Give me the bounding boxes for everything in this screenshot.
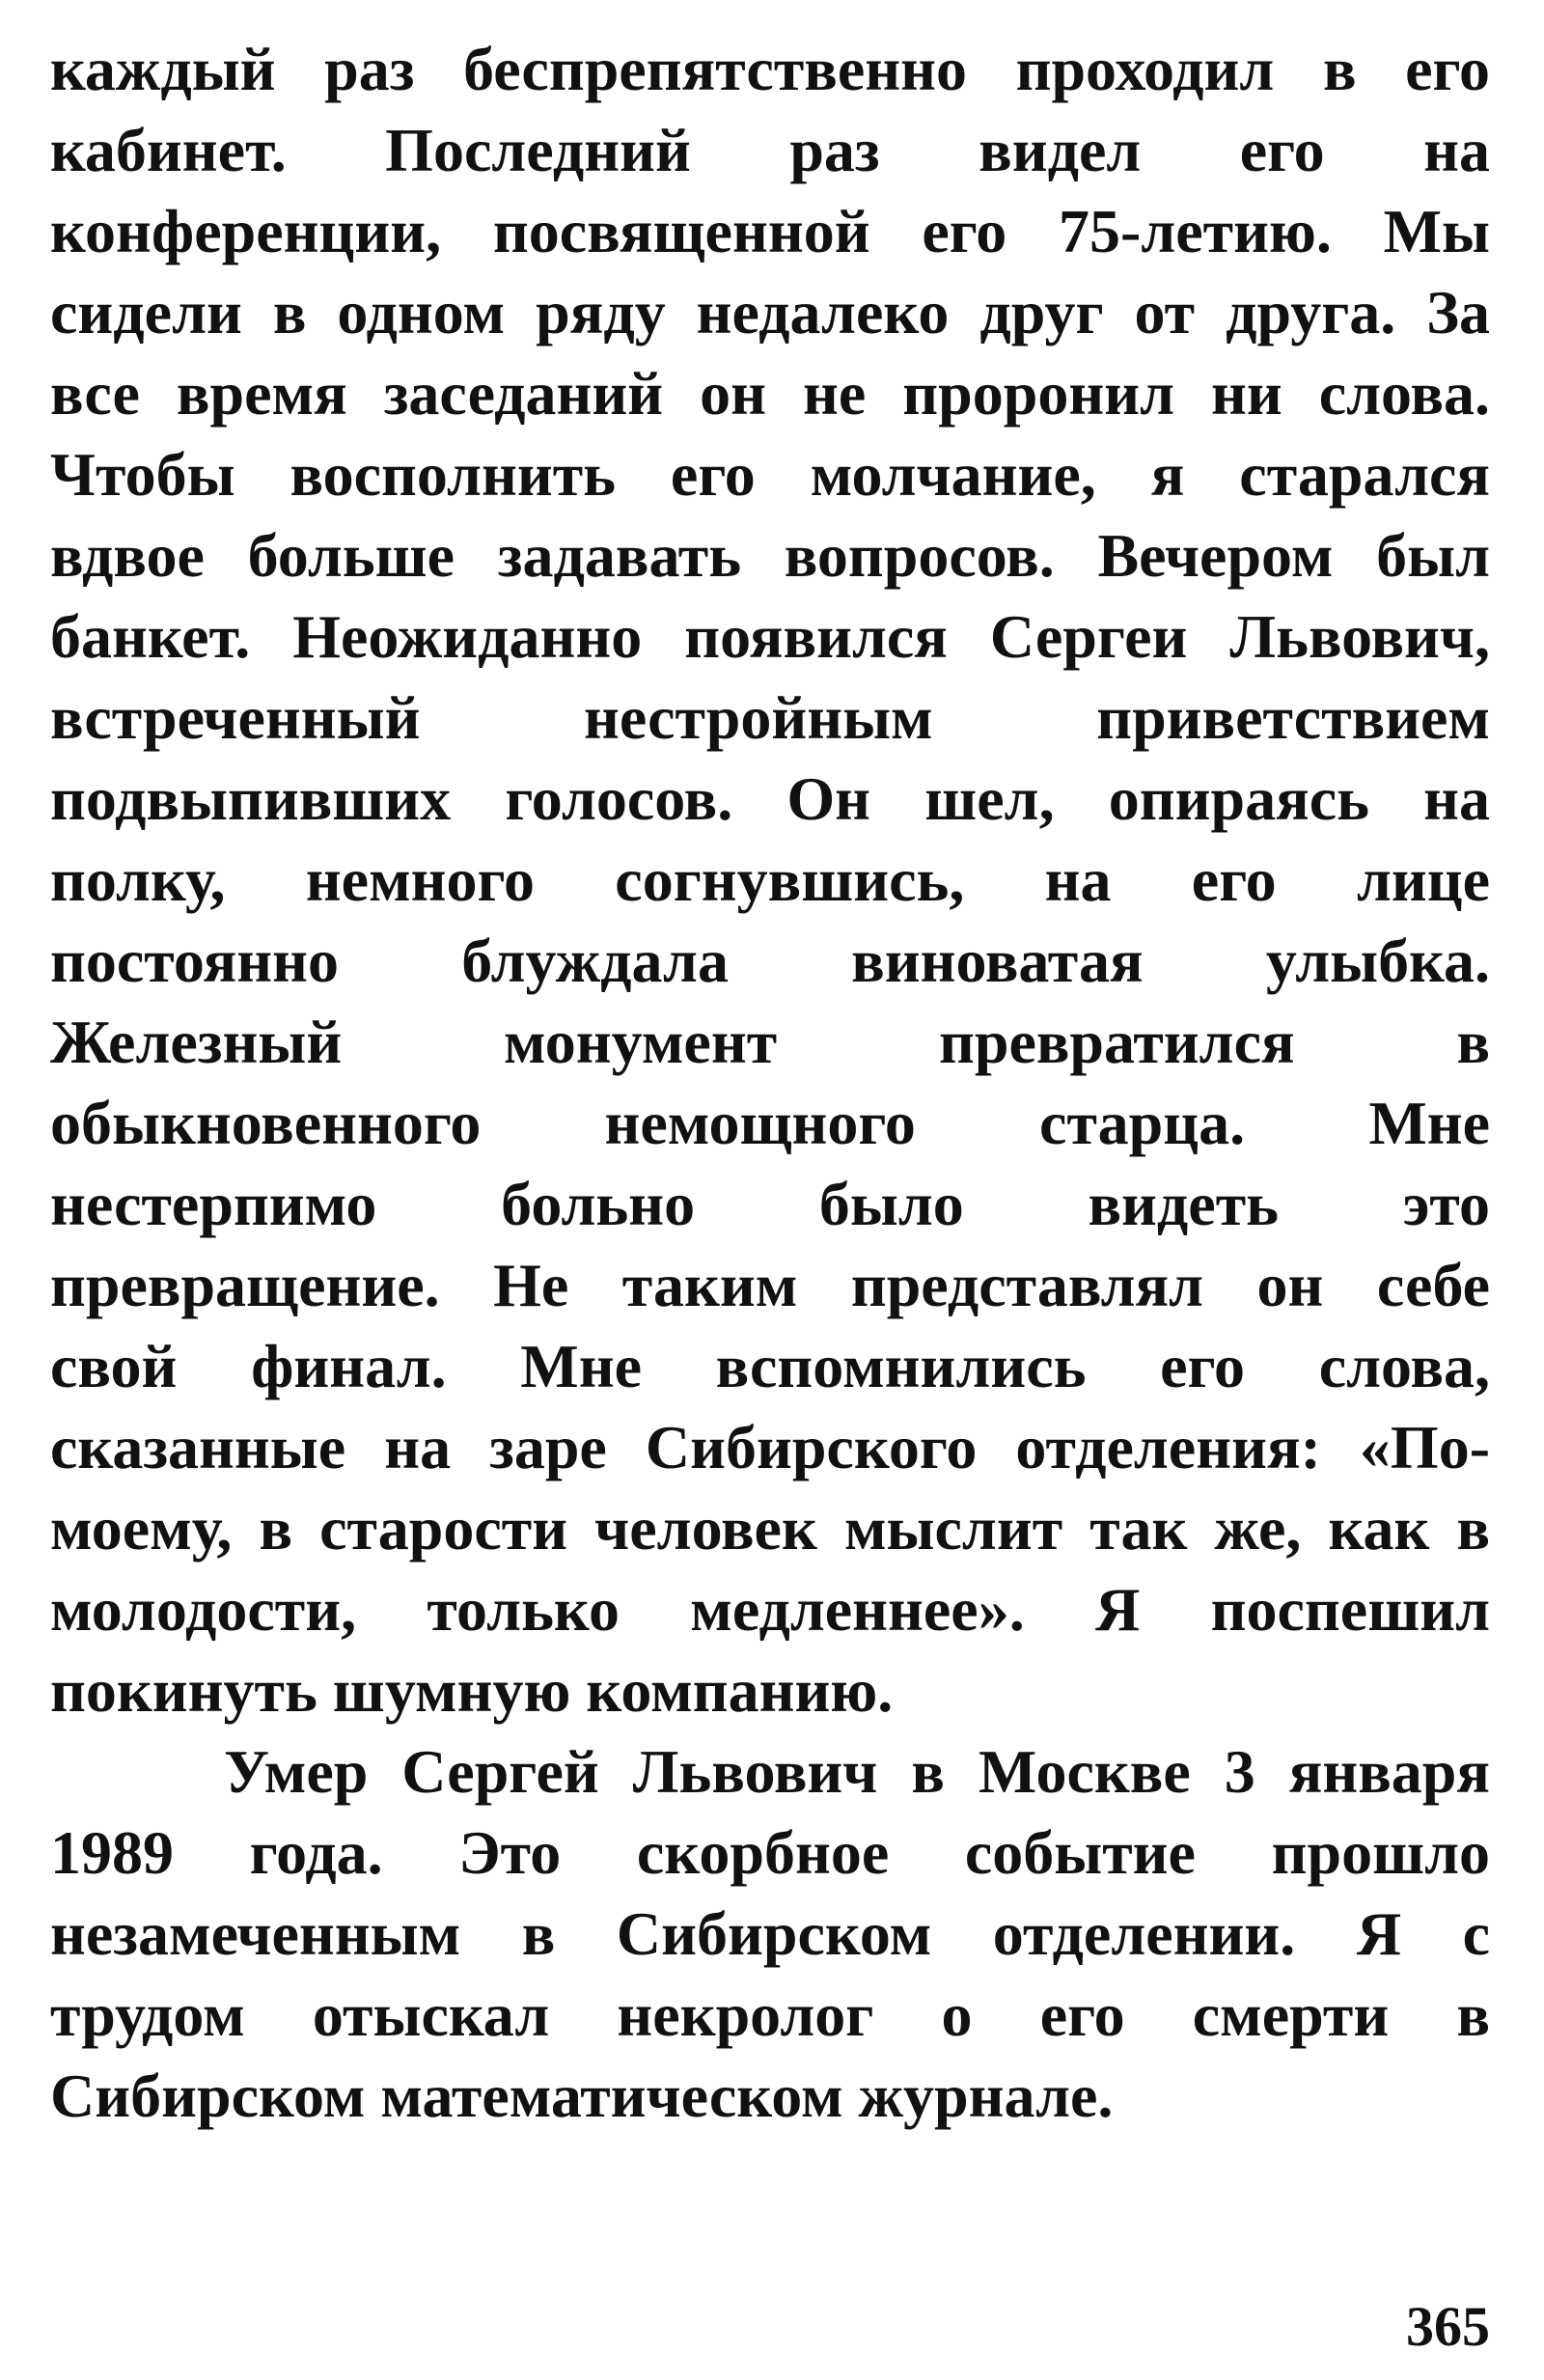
text-line: постоянно блуждала виноватая улыбка.	[50, 927, 1490, 995]
text-line: полку, немного согнувшись, на его лице	[50, 845, 1490, 914]
text-line: все время заседаний он не проронил ни слова.	[50, 359, 1490, 428]
text-line: обыкновенного немощного старца. Мне	[50, 1089, 1490, 1157]
text-line: Железный монумент превратился в	[50, 1008, 1490, 1076]
text-line: незамеченным в Сибирском отделении. Я с	[50, 1899, 1490, 1968]
text-line: Умер Сергей Львович в Москве 3 января	[224, 1737, 1490, 1806]
paragraph-1	[50, 29, 1490, 1731]
text-line: Чтобы восполнить его молчание, я старался	[50, 440, 1490, 509]
text-line: 1989 года. Это скорбное событие прошло	[50, 1818, 1490, 1887]
body-text	[50, 29, 1490, 2137]
text-line: Сибирском математическом журнале.	[50, 2062, 1114, 2130]
text-line: трудом отыскал некролог о его смерти в	[50, 1980, 1490, 2049]
text-line: моему, в старости человек мыслит так же, как в	[50, 1494, 1490, 1563]
text-line: кабинет. Последний раз видел его на	[50, 116, 1490, 184]
text-line: превращение. Не таким представлял он себе	[50, 1251, 1490, 1319]
page-number: 365	[1406, 2295, 1490, 2358]
text-line: покинуть шумную компанию.	[50, 1656, 894, 1725]
text-line: подвыпивших голосов. Он шел, опираясь на	[50, 764, 1490, 833]
text-line: свой финал. Мне вспомнились его слова,	[50, 1332, 1490, 1400]
text-line: нестерпимо больно было видеть это	[50, 1170, 1490, 1238]
text-line: конференции, посвященной его 75-летию. Мы	[50, 197, 1490, 265]
text-line: молодости, только медленнее». Я поспешил	[50, 1575, 1490, 1644]
text-line: встреченный нестройным приветствием	[50, 683, 1490, 752]
text-line: каждый раз беспрепятственно проходил в его	[50, 35, 1490, 103]
paragraph-2	[50, 1731, 1490, 2137]
text-line: вдвое больше задавать вопросов. Вечером был	[50, 521, 1490, 590]
text-line: сидели в одном ряду недалеко друг от друга. За	[50, 278, 1490, 346]
text-line: банкет. Неожиданно появился Сергеи Львович,	[50, 602, 1490, 671]
text-line: сказанные на заре Сибирского отделения: «По-	[50, 1413, 1490, 1481]
